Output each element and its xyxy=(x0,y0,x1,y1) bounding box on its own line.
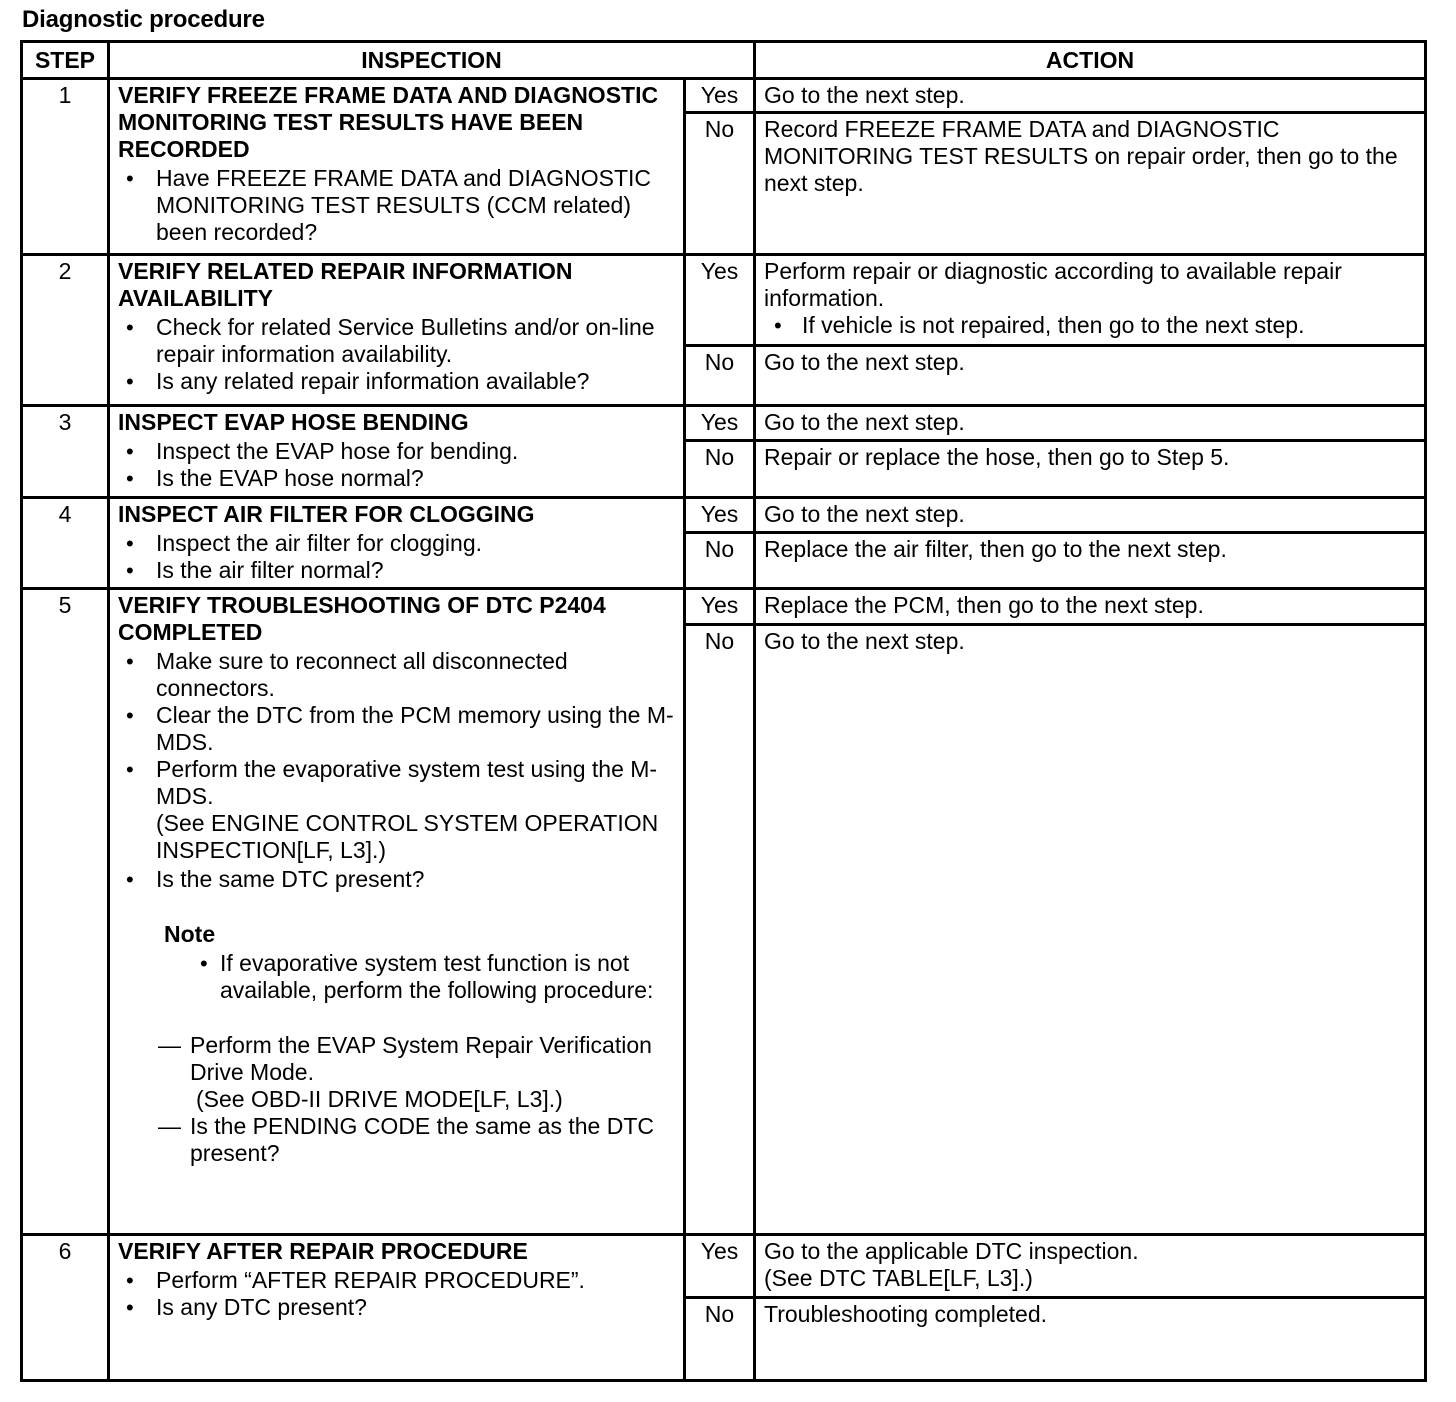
inspection-cell xyxy=(109,1235,685,1381)
inspection-bullet: • Is any DTC present? xyxy=(118,1294,675,1321)
yes-label: Yes xyxy=(685,497,755,532)
header-inspection: INSPECTION xyxy=(109,42,755,79)
no-label: No xyxy=(685,532,755,588)
inspection-cell xyxy=(109,79,685,255)
inspection-cell xyxy=(109,405,685,497)
dash-item-see-reference: (See OBD-II DRIVE MODE[LF, L3].) xyxy=(196,1086,563,1113)
yes-label: Yes xyxy=(685,255,755,346)
inspection-title: VERIFY RELATED REPAIR INFORMATION AVAILABILITY xyxy=(118,258,573,312)
step-number: 4 xyxy=(22,497,109,589)
yes-action: Go to the applicable DTC inspection. xyxy=(764,1238,1139,1265)
no-action: Go to the next step. xyxy=(755,345,1426,405)
inspection-title: VERIFY TROUBLESHOOTING OF DTC P2404 COMPLETED xyxy=(118,592,606,646)
note-bullet: • If evaporative system test function is not available, perform the following procedure: xyxy=(194,950,675,1004)
step-number: 3 xyxy=(22,405,109,497)
table-row-step-1-yes xyxy=(22,79,1426,113)
header-step: STEP xyxy=(22,42,109,79)
inspection-bullet: • Is the EVAP hose normal? xyxy=(118,465,675,492)
inspection-bullet: • Perform “AFTER REPAIR PROCEDURE”. xyxy=(118,1267,675,1294)
dash-list xyxy=(158,1032,675,1167)
dash-item: — Is the PENDING CODE the same as the DTC present? xyxy=(158,1113,675,1167)
yes-action: Perform repair or diagnostic according to available repair information. xyxy=(764,258,1342,312)
no-label: No xyxy=(685,625,755,1235)
inspection-title: VERIFY AFTER REPAIR PROCEDURE xyxy=(118,1238,528,1265)
yes-action-cell xyxy=(755,1235,1426,1298)
inspection-cell xyxy=(109,255,685,406)
yes-action: Go to the next step. xyxy=(755,497,1426,532)
diagnostic-procedure-table xyxy=(20,40,1427,1382)
table-header-row xyxy=(22,42,1426,79)
step-number: 2 xyxy=(22,255,109,406)
see-reference: (See ENGINE CONTROL SYSTEM OPERATION INSPECTION[LF, L3].) xyxy=(156,810,659,864)
step-number: 5 xyxy=(22,589,109,1235)
note-title: Note xyxy=(164,921,216,948)
dash-item xyxy=(158,1032,675,1113)
header-action: ACTION xyxy=(755,42,1426,79)
no-action: Record FREEZE FRAME DATA and DIAGNOSTIC MONITORING TEST RESULTS on repair order, then go to the next step. xyxy=(755,113,1426,255)
yes-action-cell xyxy=(755,255,1426,346)
no-label: No xyxy=(685,441,755,497)
inspection-bullet: • Inspect the EVAP hose for bending. xyxy=(118,438,675,465)
inspection-bullet: • Make sure to reconnect all disconnected connectors. xyxy=(118,648,675,702)
no-action: Replace the air filter, then go to the next step. xyxy=(755,532,1426,588)
yes-action: Go to the next step. xyxy=(755,405,1426,440)
yes-action: Go to the next step. xyxy=(755,79,1426,113)
table-row-step-6-yes xyxy=(22,1235,1426,1298)
inspection-bullet: • Have FREEZE FRAME DATA and DIAGNOSTIC MONITORING TEST RESULTS (CCM related) been recorded? xyxy=(118,165,675,246)
no-action: Go to the next step. xyxy=(755,625,1426,1235)
table-row-step-3-yes xyxy=(22,405,1426,440)
inspection-bullet: • Clear the DTC from the PCM memory using the M-MDS. xyxy=(118,702,675,756)
dash-item-text: Perform the EVAP System Repair Verification Drive Mode. xyxy=(190,1032,652,1086)
inspection-bullet: • Inspect the air filter for clogging. xyxy=(118,530,675,557)
yes-label: Yes xyxy=(685,1235,755,1298)
inspection-cell xyxy=(109,589,685,1235)
inspection-bullet: • Is the air filter normal? xyxy=(118,557,675,584)
yes-action-bullet: • If vehicle is not repaired, then go to the next step. xyxy=(764,312,1416,339)
no-action: Repair or replace the hose, then go to Step 5. xyxy=(755,441,1426,497)
yes-label: Yes xyxy=(685,589,755,625)
step-number: 1 xyxy=(22,79,109,255)
inspection-bullet: • Check for related Service Bulletins and/or on-line repair information availability. xyxy=(118,314,675,368)
inspection-title: INSPECT AIR FILTER FOR CLOGGING xyxy=(118,500,535,527)
table-row-step-2-yes xyxy=(22,255,1426,346)
yes-action-see-reference: (See DTC TABLE[LF, L3].) xyxy=(764,1265,1033,1292)
no-action: Troubleshooting completed. xyxy=(755,1298,1426,1381)
inspection-bullet: • Is the same DTC present? xyxy=(118,866,675,893)
no-label: No xyxy=(685,113,755,255)
step-number: 6 xyxy=(22,1235,109,1381)
inspection-title: VERIFY FREEZE FRAME DATA AND DIAGNOSTIC MONITORING TEST RESULTS HAVE BEEN RECORDED xyxy=(118,82,659,162)
note-block xyxy=(164,921,675,1004)
document-title: Diagnostic procedure xyxy=(22,6,265,33)
inspection-title: INSPECT EVAP HOSE BENDING xyxy=(118,408,469,435)
yes-action: Replace the PCM, then go to the next step. xyxy=(755,589,1426,625)
no-label: No xyxy=(685,345,755,405)
yes-label: Yes xyxy=(685,79,755,113)
inspection-cell xyxy=(109,497,685,589)
yes-label: Yes xyxy=(685,405,755,440)
inspection-bullet: • Perform the evaporative system test using the M-MDS. xyxy=(118,756,675,810)
table-row-step-4-yes xyxy=(22,497,1426,532)
inspection-bullet: • Is any related repair information available? xyxy=(118,368,675,395)
no-label: No xyxy=(685,1298,755,1381)
table-row-step-5-yes xyxy=(22,589,1426,625)
